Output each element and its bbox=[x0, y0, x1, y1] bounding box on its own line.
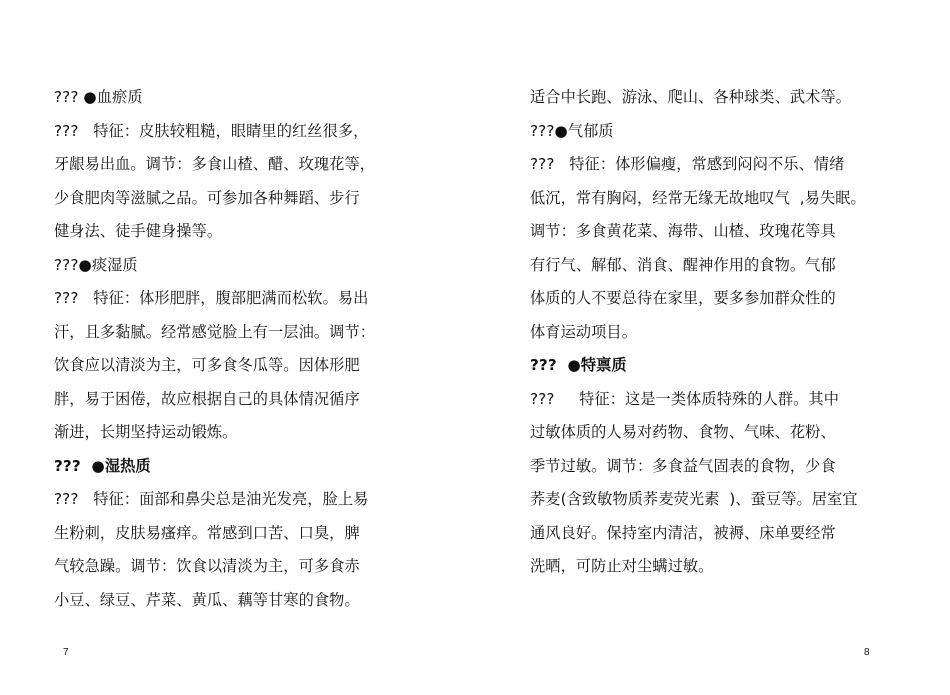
text-line: 汗，且多黏腻。经常感觉脸上有一层油。调节： bbox=[54, 322, 376, 341]
text-line: 体质的人不要总待在家里，要多参加群众性的 bbox=[530, 289, 836, 307]
text-line: 胖，易于困倦，故应根据自己的具体情况循序 bbox=[54, 389, 360, 408]
text-line: 健身法、徒手健身操等。 bbox=[54, 222, 223, 240]
heading-damp-heat: ??? ●湿热质 bbox=[54, 456, 151, 475]
right-page-text bbox=[530, 84, 910, 587]
text-line: 生粉刺，皮肤易瘙痒。常感到口苦、口臭，脾 bbox=[54, 523, 360, 542]
text-line: 调节：多食黄花菜、海带、山楂、玫瑰花等具 bbox=[530, 222, 836, 240]
text-line: 通风良好。保持室内清洁，被褥、床单要经常 bbox=[530, 523, 836, 542]
text-line: 少食肥肉等滋腻之品。可参加各种舞蹈、步行 bbox=[54, 188, 360, 207]
text-line: ??? 特征：体形肥胖，腹部肥满而松软。易出 bbox=[54, 289, 369, 307]
text-line: 过敏体质的人易对药物、食物、气味、花粉、 bbox=[530, 423, 836, 441]
text-line: 牙龈易出血。调节：多食山楂、醋、玫瑰花等， bbox=[54, 155, 376, 173]
left-page-text bbox=[54, 84, 434, 620]
page-number-right: 8 bbox=[864, 647, 870, 658]
text-line: 体育运动项目。 bbox=[530, 322, 638, 341]
text-line: 洗晒，可防止对尘螨过敏。 bbox=[530, 557, 714, 575]
heading-qi-stagnation: ???●气郁质 bbox=[530, 121, 614, 140]
text-line: 荞麦(含致敏物质荞麦荧光素 )、蚕豆等。居室宜 bbox=[530, 490, 858, 508]
text-line: ??? 特征：体形偏瘦，常感到闷闷不乐、情绪 bbox=[530, 155, 845, 173]
text-line: 季节过敏。调节：多食益气固表的食物，少食 bbox=[530, 456, 836, 475]
text-line: 气较急躁。调节：饮食以清淡为主，可多食赤 bbox=[54, 557, 360, 575]
text-line: 适合中长跑、游泳、爬山、各种球类、武术等。 bbox=[530, 88, 852, 106]
heading-special-constitution: ??? ●特禀质 bbox=[530, 356, 627, 374]
text-line: 小豆、绿豆、芹菜、黄瓜、藕等甘寒的食物。 bbox=[54, 590, 360, 609]
text-line: 饮食应以清淡为主，可多食冬瓜等。因体形肥 bbox=[54, 356, 360, 374]
text-line: 低沉，常有胸闷，经常无缘无故地叹气 ,易失眠。 bbox=[530, 188, 866, 207]
heading-blood-stasis: ??? ●血瘀质 bbox=[54, 88, 143, 106]
page-number-left: 7 bbox=[63, 647, 69, 658]
text-line: ??? 特征：皮肤较粗糙，眼睛里的红丝很多， bbox=[54, 121, 369, 140]
text-line: ??? 特征：面部和鼻尖总是油光发亮，脸上易 bbox=[54, 490, 369, 508]
text-line: 有行气、解郁、消食、醒神作用的食物。气郁 bbox=[530, 255, 836, 274]
text-line: ??? 特征：这是一类体质特殊的人群。其中 bbox=[530, 389, 840, 408]
text-line: 渐进，长期坚持运动锻炼。 bbox=[54, 423, 238, 441]
heading-phlegm-damp: ???●痰湿质 bbox=[54, 255, 138, 274]
